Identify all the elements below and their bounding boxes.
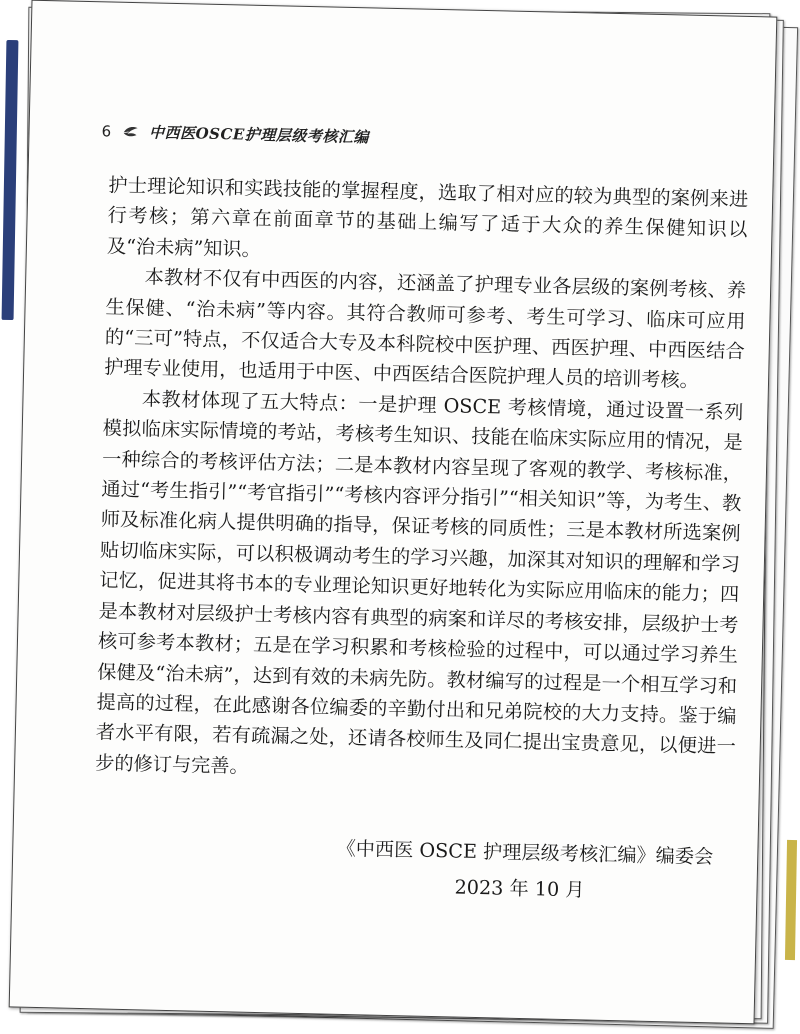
signature-date: 2023 年 10 月: [454, 875, 585, 902]
book-page: [9, 0, 778, 1024]
editorial-committee: 《中西医 OSCE 护理层级考核汇编》编委会: [336, 836, 714, 869]
cover-edge-blue: [2, 40, 19, 320]
paragraph: 本教材体现了五大特点：一是护理 OSCE 考核情境，通过设置一系列模拟临床实际情境的考站，考核考生知识、技能在临床实际应用的情况，是一种综合的考核评估方法；二是本教材内容呈现了客观的教学、考核标准，通过“考生指引”“考官指引”“考核内容评分指引”“相关知识”等，为考生、教师及标准化病人提供明确的指导，保证考核的同质性；三是本教材所选案例贴切临床实际，可以积极调动考生的学习兴趣，加深其对知识的理解和学习记忆，促进其将书本的专业理论知识更好地转化为实际应用临床的能力；四是本教材对层级护士考核内容有典型的病案和详尽的考核安排，层级护士考核可参考本教材；五是在学习积累和考核检验的过程中，可以通过学习养生保健及“治未病”，达到有效的未病先防。教材编写的过程是一个相互学习和提高的过程，在此感谢各位编委的辛勤付出和兄弟院校的大力支持。鉴于编者水平有限，若有疏漏之处，还请各校师生及同仁提出宝贵意见，以便进一步的修订与完善。: [94, 387, 744, 778]
page-number: 6: [101, 121, 112, 141]
leaf-arrow-icon: [121, 123, 139, 139]
running-head: [101, 120, 369, 147]
book-title: 中西医OSCE护理层级考核汇编: [148, 123, 370, 147]
paragraph-continued: 护士理论知识和实践技能的掌握程度，选取了相对应的较为典型的案例来进行考核；第六章在前面章节的基础上编写了适于大众的养生保健知识以及“治未病”知识。: [106, 173, 749, 261]
body-text: [95, 170, 749, 792]
paragraph: 本教材不仅有中西医的内容，还涵盖了护理专业各层级的案例考核、养生保健、“治未病”等内容。其符合教师可参考、考生可学习、临床可应用的“三可”特点，不仅适合大专及本科院校中医护理、西医护理、中西医结合护理专业使用，也适用于中医、中西医结合医院护理人员的培训考核。: [103, 265, 747, 393]
cover-edge-yellow: [785, 840, 797, 960]
